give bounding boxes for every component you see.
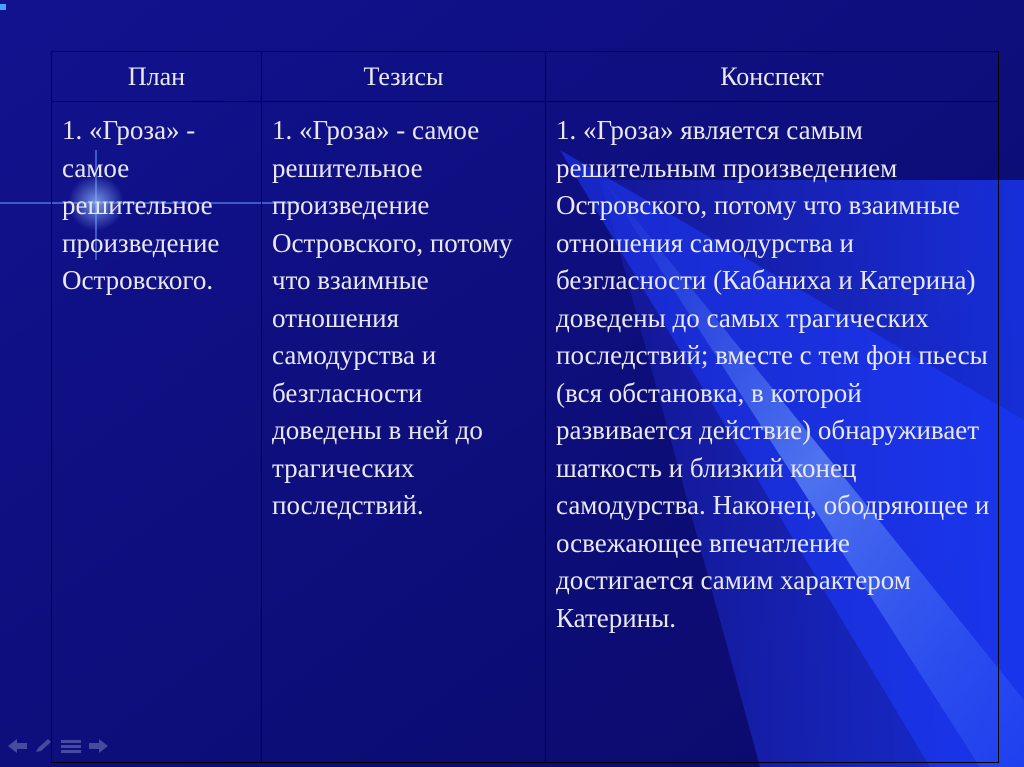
arrow-left-icon[interactable] xyxy=(8,738,28,759)
header-summary: Конспект xyxy=(546,52,999,102)
header-row xyxy=(52,52,999,102)
corner-marker xyxy=(0,4,6,10)
header-theses: Тезисы xyxy=(262,52,546,102)
pencil-icon[interactable] xyxy=(34,738,54,759)
content-table xyxy=(51,51,999,763)
slide-navigation xyxy=(8,738,108,759)
menu-icon[interactable] xyxy=(60,738,82,759)
cell-theses: 1. «Гроза» - самое решительное произведение Островского, потому что взаимные отношения самодурства и безгласности доведены в ней до трагических последствий. xyxy=(262,102,546,763)
header-plan: План xyxy=(52,52,262,102)
cell-plan: 1. «Гроза» - самое решительное произведение Островского. xyxy=(52,102,262,763)
cell-summary: 1. «Гроза» является самым решительным произведением Островского, потому что взаимные отношения самодурства и безгласности (Кабаниха и Катерина) доведены до самых трагических последствий; вместе с тем фон пьесы (вся обстановка, в которой развивается действие) обнаруживает шаткость и близкий конец самодурства. Наконец, ободряющее и освежающее впечатление достигается самим характером Катерины. xyxy=(546,102,999,763)
arrow-right-icon[interactable] xyxy=(88,738,108,759)
table-row xyxy=(52,102,999,763)
